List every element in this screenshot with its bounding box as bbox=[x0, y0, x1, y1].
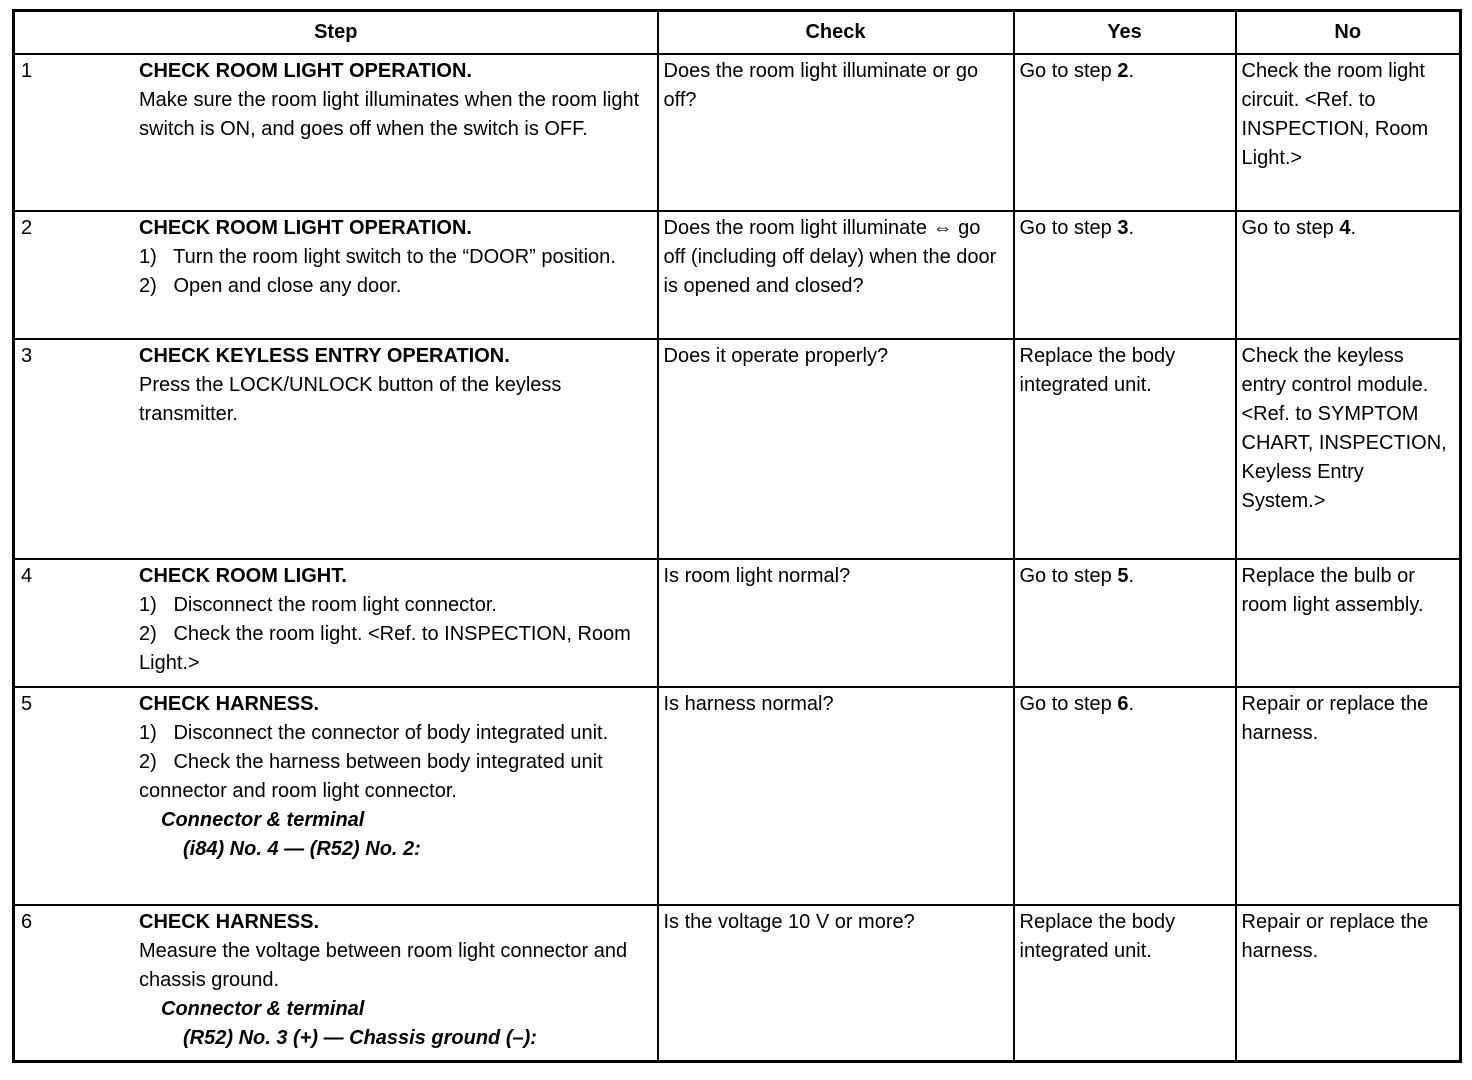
step-line: CHECK HARNESS. bbox=[139, 693, 320, 715]
step-line: CHECK ROOM LIGHT OPERATION. bbox=[139, 217, 472, 239]
step-instructions bbox=[139, 690, 653, 864]
diagnostic-table bbox=[12, 9, 1462, 1063]
no-cell bbox=[1236, 211, 1461, 339]
table-row bbox=[14, 687, 1461, 905]
no-cell bbox=[1236, 905, 1461, 1061]
check-cell bbox=[658, 905, 1014, 1061]
step-layout bbox=[19, 562, 653, 678]
step-instructions bbox=[139, 562, 653, 678]
step-line: Make sure the room light illuminates when the room light switch is ON, and goes off when the switch is OFF. bbox=[139, 89, 645, 140]
no-cell bbox=[1236, 54, 1461, 211]
step-layout bbox=[19, 690, 653, 864]
yes-cell bbox=[1014, 687, 1236, 905]
text-segment: Repair or replace the harness. bbox=[1241, 693, 1429, 744]
text-segment: Replace the body integrated unit. bbox=[1019, 911, 1176, 962]
text-segment: . bbox=[1350, 217, 1357, 239]
step-number: 5 bbox=[21, 693, 33, 715]
table-row bbox=[14, 905, 1461, 1061]
text-segment: Replace the bulb or room light assembly. bbox=[1241, 565, 1424, 616]
text-segment: Does the room light illuminate or go off? bbox=[663, 60, 979, 111]
table-row bbox=[14, 559, 1461, 687]
check-cell bbox=[658, 211, 1014, 339]
col-header-yes: Yes bbox=[1014, 11, 1236, 55]
step-line: Connector & terminal bbox=[161, 809, 365, 831]
table-row bbox=[14, 211, 1461, 339]
step-number: 4 bbox=[21, 565, 33, 587]
step-line: 1) Disconnect the room light connector. bbox=[139, 594, 497, 616]
table-row bbox=[14, 339, 1461, 559]
text-segment: . bbox=[1128, 565, 1135, 587]
text-segment: Go to step bbox=[1019, 60, 1118, 82]
step-line: CHECK ROOM LIGHT. bbox=[139, 565, 347, 587]
yes-cell bbox=[1014, 905, 1236, 1061]
text-segment: 4 bbox=[1339, 217, 1351, 239]
step-cell bbox=[14, 559, 658, 687]
step-line: CHECK KEYLESS ENTRY OPERATION. bbox=[139, 345, 510, 367]
step-line: (i84) No. 4 — (R52) No. 2: bbox=[183, 838, 421, 860]
text-segment: Is room light normal? bbox=[663, 565, 851, 587]
text-segment: Go to step bbox=[1019, 693, 1118, 715]
step-number: 2 bbox=[21, 217, 33, 239]
col-header-no: No bbox=[1236, 11, 1461, 55]
yes-cell bbox=[1014, 559, 1236, 687]
step-line: CHECK HARNESS. bbox=[139, 911, 320, 933]
step-number: 1 bbox=[21, 60, 33, 82]
yes-cell bbox=[1014, 54, 1236, 211]
step-line: Press the LOCK/UNLOCK button of the keyless transmitter. bbox=[139, 374, 567, 425]
text-segment: . bbox=[1128, 693, 1135, 715]
yes-cell bbox=[1014, 339, 1236, 559]
table-row bbox=[14, 54, 1461, 211]
step-cell bbox=[14, 687, 658, 905]
text-segment: Check the room light circuit. <Ref. to INSPECTION, Room Light.> bbox=[1241, 60, 1429, 169]
no-cell bbox=[1236, 559, 1461, 687]
no-cell bbox=[1236, 687, 1461, 905]
step-instructions bbox=[139, 214, 653, 301]
step-line: 2) Check the room light. <Ref. to INSPECTION, Room Light.> bbox=[139, 623, 637, 674]
step-cell bbox=[14, 905, 658, 1061]
table-body bbox=[14, 54, 1461, 1061]
text-segment: 6 bbox=[1117, 693, 1129, 715]
text-segment: 3 bbox=[1117, 217, 1129, 239]
step-layout bbox=[19, 57, 653, 144]
check-cell bbox=[658, 687, 1014, 905]
header-row bbox=[14, 11, 1461, 55]
step-line: (R52) No. 3 (+) — Chassis ground (–): bbox=[183, 1027, 537, 1049]
step-line: 2) Check the harness between body integrated unit connector and room light connector. bbox=[139, 751, 609, 802]
check-cell bbox=[658, 54, 1014, 211]
col-header-check: Check bbox=[658, 11, 1014, 55]
check-cell bbox=[658, 339, 1014, 559]
text-segment: Go to step bbox=[1019, 565, 1118, 587]
text-segment: Does it operate properly? bbox=[663, 345, 889, 367]
step-line: Measure the voltage between room light connector and chassis ground. bbox=[139, 940, 633, 991]
text-segment: . bbox=[1128, 60, 1135, 82]
step-number: 3 bbox=[21, 345, 33, 367]
step-line: 1) Turn the room light switch to the “DOOR” position. bbox=[139, 246, 616, 268]
step-instructions bbox=[139, 908, 653, 1053]
text-segment: Check the keyless entry control module. <Ref. to SYMPTOM CHART, INSPECTION, Keyless Entry System.> bbox=[1241, 345, 1447, 512]
step-cell bbox=[14, 211, 658, 339]
col-header-step: Step bbox=[14, 11, 658, 55]
step-layout bbox=[19, 342, 653, 429]
step-number: 6 bbox=[21, 911, 33, 933]
step-line: 1) Disconnect the connector of body integrated unit. bbox=[139, 722, 609, 744]
text-segment: Replace the body integrated unit. bbox=[1019, 345, 1176, 396]
text-segment: Does the room light illuminate ⇔ go off (including off delay) when the door is opened and closed? bbox=[663, 217, 997, 297]
text-segment: Is harness normal? bbox=[663, 693, 834, 715]
yes-cell bbox=[1014, 211, 1236, 339]
text-segment: . bbox=[1128, 217, 1135, 239]
step-instructions bbox=[139, 342, 653, 429]
text-segment: 2 bbox=[1117, 60, 1129, 82]
step-line: CHECK ROOM LIGHT OPERATION. bbox=[139, 60, 472, 82]
check-cell bbox=[658, 559, 1014, 687]
text-segment: Is the voltage 10 V or more? bbox=[663, 911, 915, 933]
step-line: 2) Open and close any door. bbox=[139, 275, 402, 297]
text-segment: Go to step bbox=[1019, 217, 1118, 239]
step-line: Connector & terminal bbox=[161, 998, 365, 1020]
table-header bbox=[14, 11, 1461, 55]
step-cell bbox=[14, 339, 658, 559]
step-layout bbox=[19, 214, 653, 301]
text-segment: Go to step bbox=[1241, 217, 1340, 239]
step-instructions bbox=[139, 57, 653, 144]
text-segment: Repair or replace the harness. bbox=[1241, 911, 1429, 962]
step-layout bbox=[19, 908, 653, 1053]
step-cell bbox=[14, 54, 658, 211]
no-cell bbox=[1236, 339, 1461, 559]
text-segment: 5 bbox=[1117, 565, 1129, 587]
